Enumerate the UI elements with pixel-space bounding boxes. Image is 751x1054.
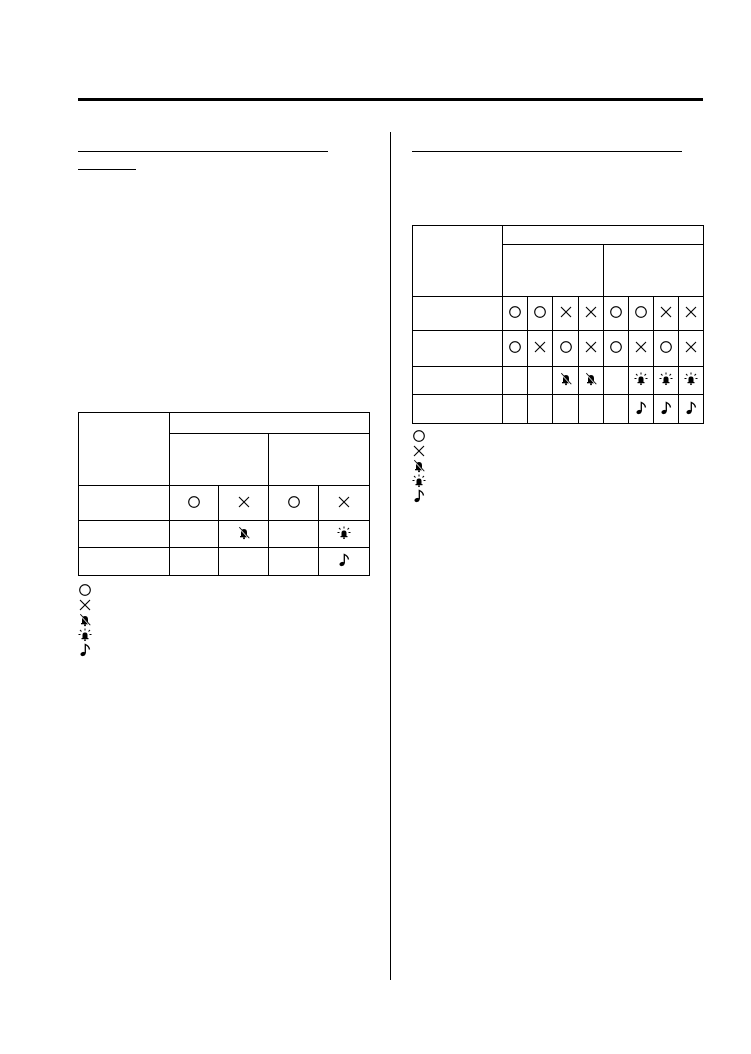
table-cell: [579, 367, 604, 395]
table-cell: [269, 521, 319, 548]
cross-icon: [659, 305, 673, 322]
right-heading-underline: [412, 151, 682, 152]
circle-icon: [508, 305, 522, 322]
right-table-subheader-2: [604, 245, 704, 297]
table-cell: [629, 297, 654, 331]
left-table-subheader-2: [269, 434, 370, 486]
table-cell: [170, 486, 219, 521]
table-cell: [170, 548, 219, 576]
left-legend: [78, 580, 98, 660]
table-row: [413, 395, 704, 424]
cross-icon: [559, 305, 573, 322]
right-table: [412, 225, 704, 424]
circle-icon: [533, 305, 547, 322]
table-cell: [579, 395, 604, 424]
bell-light-icon: [634, 372, 648, 389]
cross-icon: [584, 340, 598, 357]
table-cell: [604, 297, 629, 331]
table-row: [79, 521, 370, 548]
table-cell: [528, 395, 553, 424]
table-cell: [579, 331, 604, 367]
cross-icon: [337, 495, 351, 512]
left-heading-underline: [78, 151, 328, 152]
row-label-cell: [79, 521, 170, 548]
left-table: [78, 412, 370, 576]
table-cell: [269, 548, 319, 576]
note-icon: [684, 401, 698, 418]
bell-off-icon: [237, 526, 251, 543]
table-cell: [219, 548, 269, 576]
table-cell: [679, 367, 704, 395]
left-table-group-header: [170, 413, 370, 434]
legend-note-icon: [412, 489, 426, 503]
cross-icon: [237, 495, 251, 512]
legend-cross-icon: [412, 444, 426, 458]
note-icon: [337, 553, 351, 570]
table-cell: [553, 367, 579, 395]
table-cell: [654, 297, 679, 331]
table-cell: [503, 395, 528, 424]
table-cell: [679, 297, 704, 331]
right-table-corner-cell: [413, 226, 503, 297]
table-row: [79, 548, 370, 576]
legend-cross-icon: [78, 598, 92, 612]
table-cell: [219, 521, 269, 548]
right-legend: [412, 426, 432, 506]
left-heading-underline-2: [78, 169, 136, 170]
table-cell: [319, 486, 370, 521]
header-rule: [78, 98, 703, 101]
table-cell: [528, 367, 553, 395]
legend-circle-icon: [412, 429, 426, 443]
table-row: [413, 367, 704, 395]
circle-icon: [559, 340, 573, 357]
legend-note-icon: [78, 643, 92, 657]
table-row: [79, 486, 370, 521]
table-cell: [503, 297, 528, 331]
row-label-cell: [413, 395, 503, 424]
circle-icon: [609, 340, 623, 357]
row-label-cell: [79, 486, 170, 521]
table-cell: [553, 331, 579, 367]
legend-bell-off-icon: [78, 613, 92, 627]
circle-icon: [508, 340, 522, 357]
legend-circle-icon: [78, 583, 92, 597]
cross-icon: [584, 305, 598, 322]
table-cell: [219, 486, 269, 521]
row-label-cell: [79, 548, 170, 576]
row-label-cell: [413, 331, 503, 367]
table-cell: [629, 331, 654, 367]
table-cell: [654, 367, 679, 395]
table-row: [413, 297, 704, 331]
table-cell: [553, 297, 579, 331]
bell-light-icon: [659, 372, 673, 389]
left-table-subheader-1: [170, 434, 269, 486]
bell-off-icon: [559, 372, 573, 389]
circle-icon: [609, 305, 623, 322]
table-cell: [503, 367, 528, 395]
table-cell: [679, 331, 704, 367]
left-table-corner-cell: [79, 413, 170, 486]
circle-icon: [659, 340, 673, 357]
table-cell: [528, 297, 553, 331]
row-label-cell: [413, 297, 503, 331]
table-cell: [654, 331, 679, 367]
column-divider: [390, 132, 391, 980]
circle-icon: [634, 305, 648, 322]
legend-bell-off-icon: [412, 459, 426, 473]
table-cell: [654, 395, 679, 424]
bell-light-icon: [684, 372, 698, 389]
table-cell: [604, 367, 629, 395]
cross-icon: [684, 340, 698, 357]
right-table-group-header: [503, 226, 704, 245]
bell-light-icon: [337, 526, 351, 543]
table-cell: [604, 331, 629, 367]
table-cell: [503, 331, 528, 367]
right-table-subheader-1: [503, 245, 604, 297]
row-label-cell: [413, 367, 503, 395]
table-cell: [170, 521, 219, 548]
cross-icon: [533, 340, 547, 357]
cross-icon: [634, 340, 648, 357]
note-icon: [634, 401, 648, 418]
table-row: [413, 331, 704, 367]
table-cell: [679, 395, 704, 424]
legend-bell-light-icon: [78, 628, 92, 642]
table-cell: [269, 486, 319, 521]
cross-icon: [684, 305, 698, 322]
legend-bell-light-icon: [412, 474, 426, 488]
table-cell: [319, 521, 370, 548]
table-cell: [629, 395, 654, 424]
circle-icon: [287, 495, 301, 512]
table-cell: [629, 367, 654, 395]
note-icon: [659, 401, 673, 418]
table-cell: [319, 548, 370, 576]
table-cell: [604, 395, 629, 424]
circle-icon: [187, 495, 201, 512]
table-cell: [528, 331, 553, 367]
table-cell: [553, 395, 579, 424]
table-cell: [579, 297, 604, 331]
bell-off-icon: [584, 372, 598, 389]
